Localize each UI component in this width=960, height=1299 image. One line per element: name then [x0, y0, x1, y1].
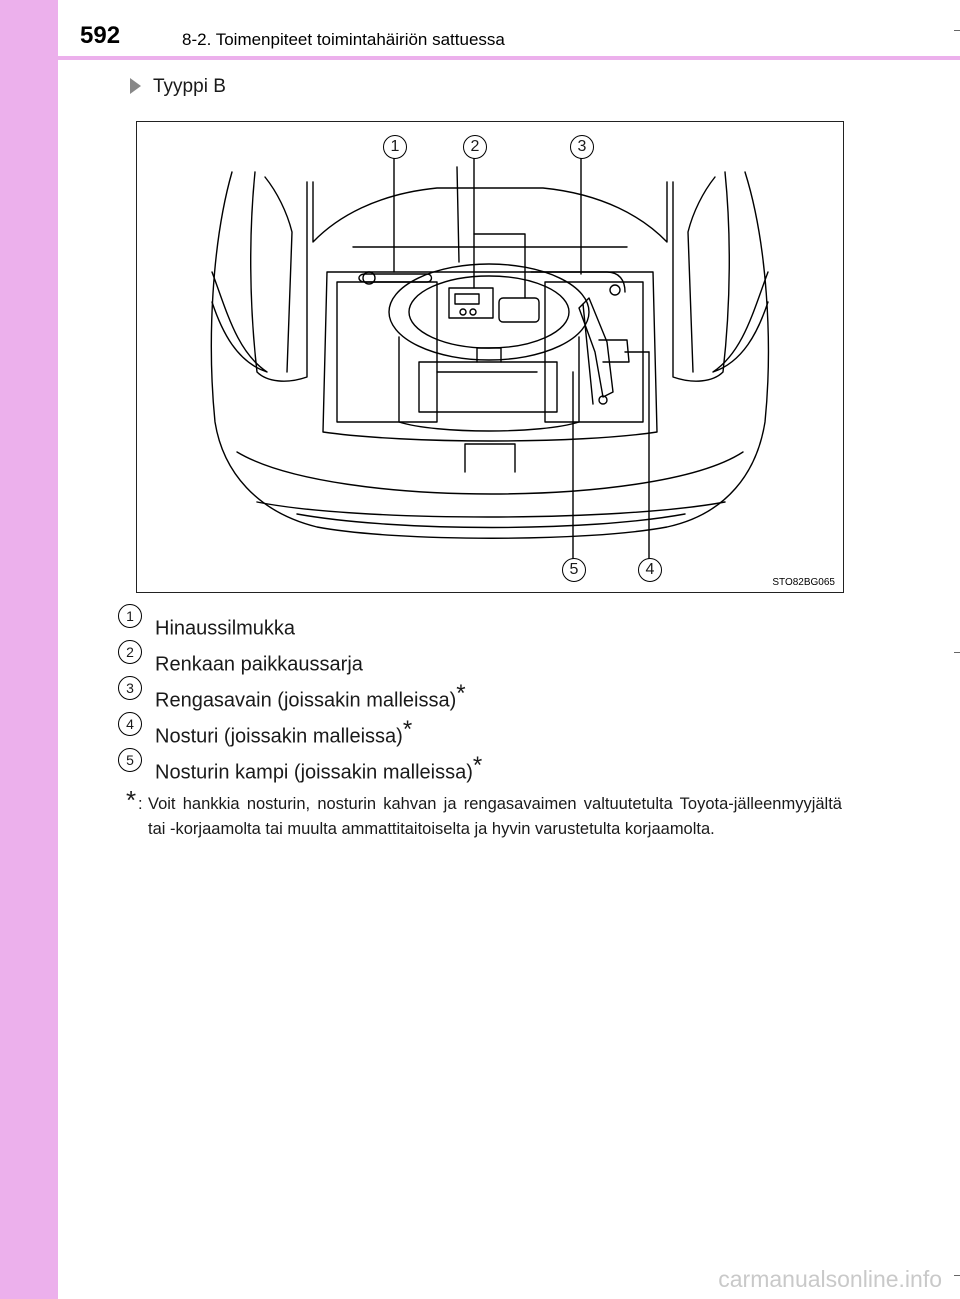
legend-label [155, 678, 466, 713]
legend-item [118, 604, 858, 640]
callout-4: 4 [638, 558, 662, 582]
trunk-illustration [136, 121, 844, 593]
legend-number: 2 [118, 640, 142, 664]
legend-number: 4 [118, 712, 142, 736]
watermark: carmanualsonline.info [718, 1266, 942, 1292]
subheading-text: Tyyppi B [153, 76, 226, 97]
legend-label [155, 606, 295, 641]
legend-asterisk: * [402, 716, 413, 743]
legend-number: 1 [118, 604, 142, 628]
footnote-asterisk: * [126, 785, 137, 815]
callout-1: 1 [383, 135, 407, 159]
callout-2: 2 [463, 135, 487, 159]
legend-label-text: Renkaan paikkaussarja [155, 653, 363, 676]
legend-item [118, 676, 858, 712]
legend-label-text: Rengasavain (joissakin malleissa) [155, 689, 457, 712]
legend-label-text: Nosturi (joissakin malleissa) [155, 725, 403, 748]
legend-asterisk: * [456, 680, 466, 707]
figure-code: STO82BG065 [772, 577, 835, 588]
page-sidebar-band [0, 0, 58, 1299]
triangle-bullet-icon [130, 78, 141, 94]
footnote-colon: : [138, 795, 143, 813]
crop-mark [954, 30, 960, 31]
section-title: 8-2. Toimenpiteet toimintahäiriön sattuessa [182, 30, 505, 49]
legend-label-text: Nosturin kampi (joissakin malleissa) [155, 761, 473, 784]
legend-label [155, 714, 412, 749]
legend-item [118, 712, 858, 748]
legend-list [118, 604, 858, 784]
footnote-text: Voit hankkia nosturin, nosturin kahvan ja rengasavaimen valtuutetulta Toyota-jälleenmyyjältä tai -korjaamolta tai muulta ammattitaitoiselta ja hyvin varustetulta korjaamolta. [148, 795, 842, 838]
legend-label [155, 642, 363, 677]
trunk-line-drawing [137, 122, 843, 592]
crop-mark [954, 1275, 960, 1276]
legend-label [155, 750, 482, 785]
crop-mark [954, 652, 960, 653]
legend-label-text: Hinaussilmukka [155, 617, 296, 640]
callout-3: 3 [570, 135, 594, 159]
legend-item [118, 640, 858, 676]
header-rule [58, 56, 960, 60]
legend-item [118, 748, 858, 784]
page-number: 592 [80, 22, 121, 49]
subheading [130, 76, 226, 98]
callout-5: 5 [562, 558, 586, 582]
legend-number: 5 [118, 748, 142, 772]
legend-asterisk: * [472, 752, 483, 779]
legend-number: 3 [118, 676, 142, 700]
footnote [126, 785, 842, 842]
